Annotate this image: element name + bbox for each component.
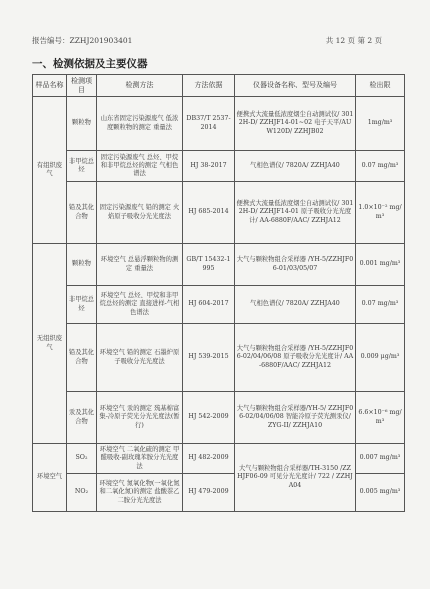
table-row xyxy=(33,151,405,182)
instrument-cell: 便携式大流量低浓度烟尘自动测试仪/ 3012H-D/ ZZHJF14-01 原子吸收分光光度计/ AA-6880F/AAC/ ZZHJA12 xyxy=(235,182,356,244)
basis-cell: HJ 542-2009 xyxy=(183,392,235,444)
item-cell: 铅及其化合物 xyxy=(67,182,97,244)
item-cell: NO₂ xyxy=(67,474,97,512)
table-row xyxy=(33,444,405,474)
report-number: 报告编号：ZZHJ201903401 xyxy=(32,36,133,45)
basis-cell: HJ 539-2015 xyxy=(183,324,235,392)
instrument-cell: 大气与颗粒物组合采样器 /YH-5/ZZHJF06-02/04/06/08 原子吸收分光光度计/ AA-6880F/AAC/ ZZHJA12 xyxy=(235,324,356,392)
instrument-cell: 气相色谱仪/ 7820A/ ZZHJA40 xyxy=(235,286,356,324)
basis-cell: HJ 38-2017 xyxy=(183,151,235,182)
basis-cell: HJ 685-2014 xyxy=(183,182,235,244)
page-indicator: 共 12 页 第 2 页 xyxy=(325,36,382,45)
header-method: 检测方法 xyxy=(97,75,183,97)
method-cell: 环境空气 总烃、甲烷和非甲烷总烃的测定 直接进样-气相色谱法 xyxy=(97,286,183,324)
item-cell: 铅及其化合物 xyxy=(67,324,97,392)
table-row xyxy=(33,286,405,324)
table-row xyxy=(33,97,405,151)
limit-cell: 0.007 mg/m³ xyxy=(356,444,405,474)
limit-cell: 0.001 mg/m³ xyxy=(356,244,405,286)
method-cell: 环境空气 二氧化硫的测定 甲醛吸收-副玫瑰苯胺分光光度法 xyxy=(97,444,183,474)
limit-cell: 0.07 mg/m³ xyxy=(356,286,405,324)
basis-cell: HJ 604-2017 xyxy=(183,286,235,324)
header-basis: 方法依据 xyxy=(183,75,235,97)
basis-cell: GB/T 15432-1995 xyxy=(183,244,235,286)
method-cell: 环境空气 总悬浮颗粒物的测定 重量法 xyxy=(97,244,183,286)
item-cell: 非甲烷总烃 xyxy=(67,286,97,324)
table-row xyxy=(33,182,405,244)
method-cell: 山东省固定污染源废气 低浓度颗粒物的测定 重量法 xyxy=(97,97,183,151)
item-cell: 汞及其化合物 xyxy=(67,392,97,444)
limit-cell: 1.0×10⁻² mg/m³ xyxy=(356,182,405,244)
basis-cell: HJ 482-2009 xyxy=(183,444,235,474)
header-limit: 检出限 xyxy=(356,75,405,97)
limit-cell: 0.005 mg/m³ xyxy=(356,474,405,512)
method-cell: 环境空气 铅的测定 石墨炉原子吸收分光光度法 xyxy=(97,324,183,392)
table-row xyxy=(33,324,405,392)
instrument-cell: 气相色谱仪/ 7820A/ ZZHJA40 xyxy=(235,151,356,182)
header-instrument: 仪器设备名称、型号及编号 xyxy=(235,75,356,97)
instrument-cell: 大气与颗粒物组合采样器 /YH-5/ZZHJF06-01/03/05/07 xyxy=(235,244,356,286)
limit-cell: 0.07 mg/m³ xyxy=(356,151,405,182)
instrument-cell: 大气与颗粒物组合采样器/YH-5/ ZZHJF06-02/04/06/08 智能冷原子荧光测汞仪/ ZYG-II/ ZZHJA10 xyxy=(235,392,356,444)
method-cell: 环境空气 汞的测定 巯基棉富集-冷原子荧光分光光度法(暂行) xyxy=(97,392,183,444)
basis-cell: DB37/T 2537-2014 xyxy=(183,97,235,151)
table-row xyxy=(33,244,405,286)
item-cell: 非甲烷总烃 xyxy=(67,151,97,182)
limit-cell: 6.6×10⁻⁶ mg/m³ xyxy=(356,392,405,444)
item-cell: SO₂ xyxy=(67,444,97,474)
detection-basis-table xyxy=(32,74,405,512)
header-item: 检测项目 xyxy=(67,75,97,97)
item-cell: 颗粒物 xyxy=(67,97,97,151)
sample-cell: 环境空气 xyxy=(33,444,67,512)
instrument-cell: 大气与颗粒物组合采样器/TH-3150 /ZZHJF06-09 可见分光光度计/ 722 / ZZHJA04 xyxy=(235,444,356,512)
method-cell: 固定污染源废气 总烃、甲烷和非甲烷总烃的测定 气相色谱法 xyxy=(97,151,183,182)
sample-cell: 无组织废气 xyxy=(33,244,67,444)
instrument-cell: 便携式大流量低浓度烟尘自动测试仪/ 3012H-D/ ZZHJF14-01~02 电子天平/AUW120D/ ZZHJB02 xyxy=(235,97,356,151)
item-cell: 颗粒物 xyxy=(67,244,97,286)
basis-cell: HJ 479-2009 xyxy=(183,474,235,512)
sample-cell: 有组织废气 xyxy=(33,97,67,244)
limit-cell: 1mg/m³ xyxy=(356,97,405,151)
table-row xyxy=(33,392,405,444)
header-sample: 样品名称 xyxy=(33,75,67,97)
method-cell: 固定污染源废气 铅的测定 火焰原子吸收分光光度法 xyxy=(97,182,183,244)
section-title: 一、检测依据及主要仪器 xyxy=(32,58,148,70)
method-cell: 环境空气 氮氧化物(一氧化氮和二氧化氮)的测定 盐酸萘乙二胺分光光度法 xyxy=(97,474,183,512)
limit-cell: 0.009 μg/m³ xyxy=(356,324,405,392)
